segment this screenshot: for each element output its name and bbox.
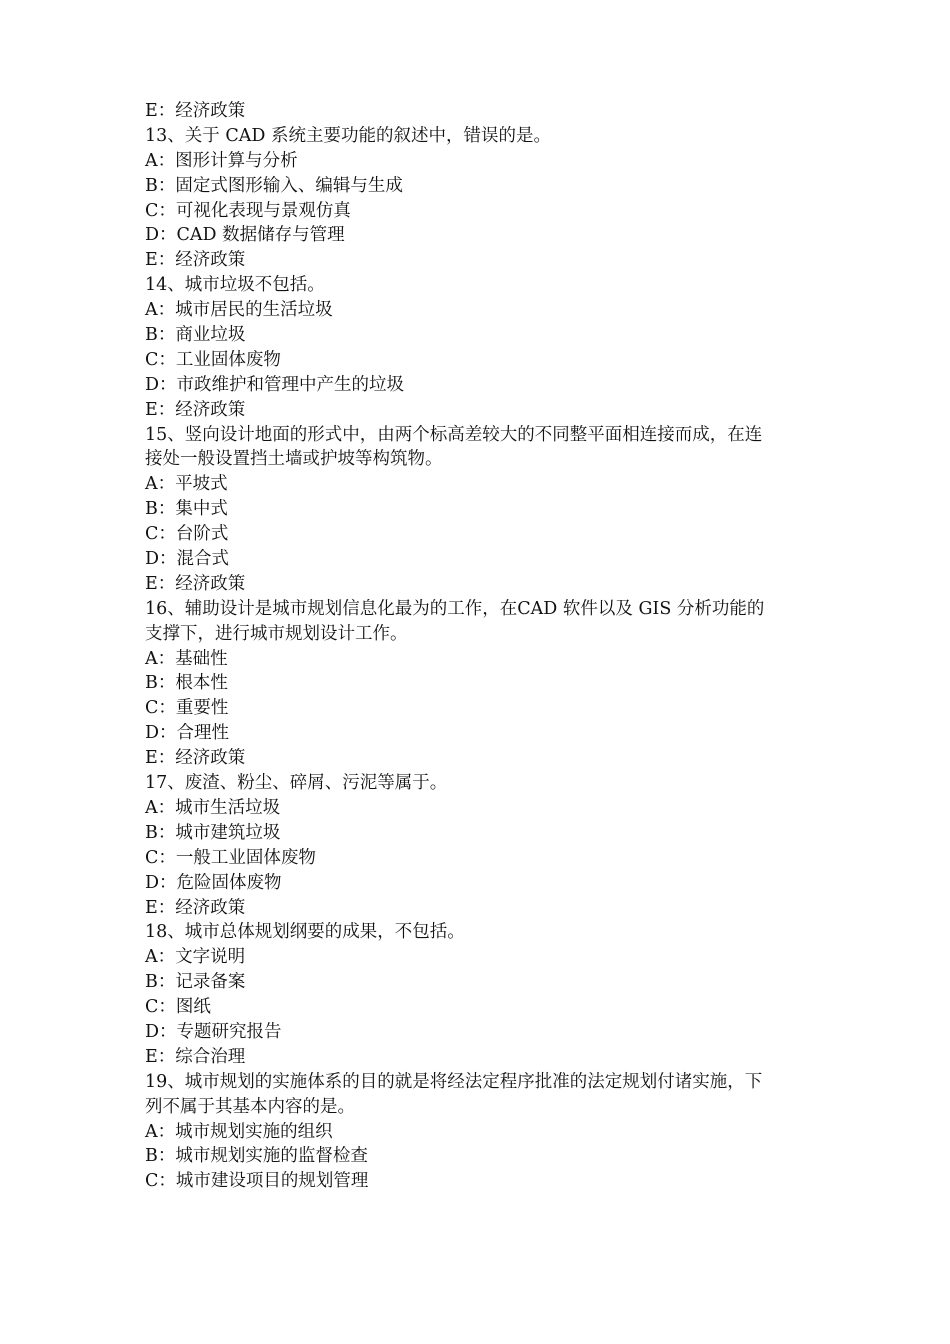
question-15: 15、竖向设计地面的形式中，由两个标高差较大的不同整平面相连接而成，在连 <box>145 424 763 445</box>
answer-option: E：经济政策 <box>145 101 246 121</box>
answer-option: A：城市规划实施的组织 <box>145 1121 333 1142</box>
answer-option: D：危险固体废物 <box>145 872 282 893</box>
answer-option: C：台阶式 <box>145 524 229 545</box>
question-18: 18、城市总体规划纲要的成果，不包括。 <box>145 922 465 943</box>
answer-option: B：固定式图形输入、编辑与生成 <box>145 175 403 196</box>
answer-option: C：重要性 <box>145 698 229 719</box>
answer-option: B：城市规划实施的监督检查 <box>145 1146 368 1167</box>
question-19: 19、城市规划的实施体系的目的就是将经法定程序批准的法定规划付诸实施，下 <box>145 1071 763 1092</box>
answer-option: B：城市建筑垃圾 <box>145 822 281 843</box>
answer-option: E：经济政策 <box>145 748 246 769</box>
answer-option: C：工业固体废物 <box>145 349 281 370</box>
question-15-continued: 接处一般设置挡土墙或护坡等构筑物。 <box>145 449 443 470</box>
question-14: 14、城市垃圾不包括。 <box>145 275 325 296</box>
answer-option: A：图形计算与分析 <box>145 150 298 171</box>
answer-option: B：商业垃圾 <box>145 325 246 346</box>
answer-option: B：记录备案 <box>145 972 246 993</box>
answer-option: C：城市建设项目的规划管理 <box>145 1171 369 1192</box>
answer-option: A：城市居民的生活垃圾 <box>145 300 333 321</box>
answer-option: A：基础性 <box>145 648 228 669</box>
answer-option: C：可视化表现与景观仿真 <box>145 200 351 221</box>
answer-option: D：专题研究报告 <box>145 1021 282 1042</box>
question-19-continued: 列不属于其基本内容的是。 <box>145 1096 355 1117</box>
answer-option: E：经济政策 <box>145 250 246 271</box>
answer-option: B：根本性 <box>145 673 228 694</box>
answer-option: E：综合治理 <box>145 1046 246 1067</box>
answer-option: D：混合式 <box>145 549 230 570</box>
answer-option: B：集中式 <box>145 499 228 520</box>
document-body <box>145 99 810 1194</box>
question-16-continued: 支撑下，进行城市规划设计工作。 <box>145 623 408 644</box>
answer-option: A：平坡式 <box>145 474 228 495</box>
answer-option: E：经济政策 <box>145 573 246 594</box>
answer-option: A：城市生活垃圾 <box>145 797 281 818</box>
question-13: 13、关于 CAD 系统主要功能的叙述中，错误的是。 <box>145 125 551 146</box>
answer-option: C：图纸 <box>145 997 211 1018</box>
answer-option: A：文字说明 <box>145 947 246 968</box>
answer-option: C：一般工业固体废物 <box>145 847 316 868</box>
answer-option: D：市政维护和管理中产生的垃圾 <box>145 374 405 395</box>
answer-option: D：CAD 数据储存与管理 <box>145 225 345 246</box>
answer-option: E：经济政策 <box>145 399 246 420</box>
question-17: 17、废渣、粉尘、碎屑、污泥等属于。 <box>145 773 448 794</box>
question-16: 16、辅助设计是城市规划信息化最为的工作，在CAD 软件以及 GIS 分析功能的 <box>145 598 765 619</box>
answer-option: E：经济政策 <box>145 897 246 918</box>
answer-option: D：合理性 <box>145 723 230 744</box>
